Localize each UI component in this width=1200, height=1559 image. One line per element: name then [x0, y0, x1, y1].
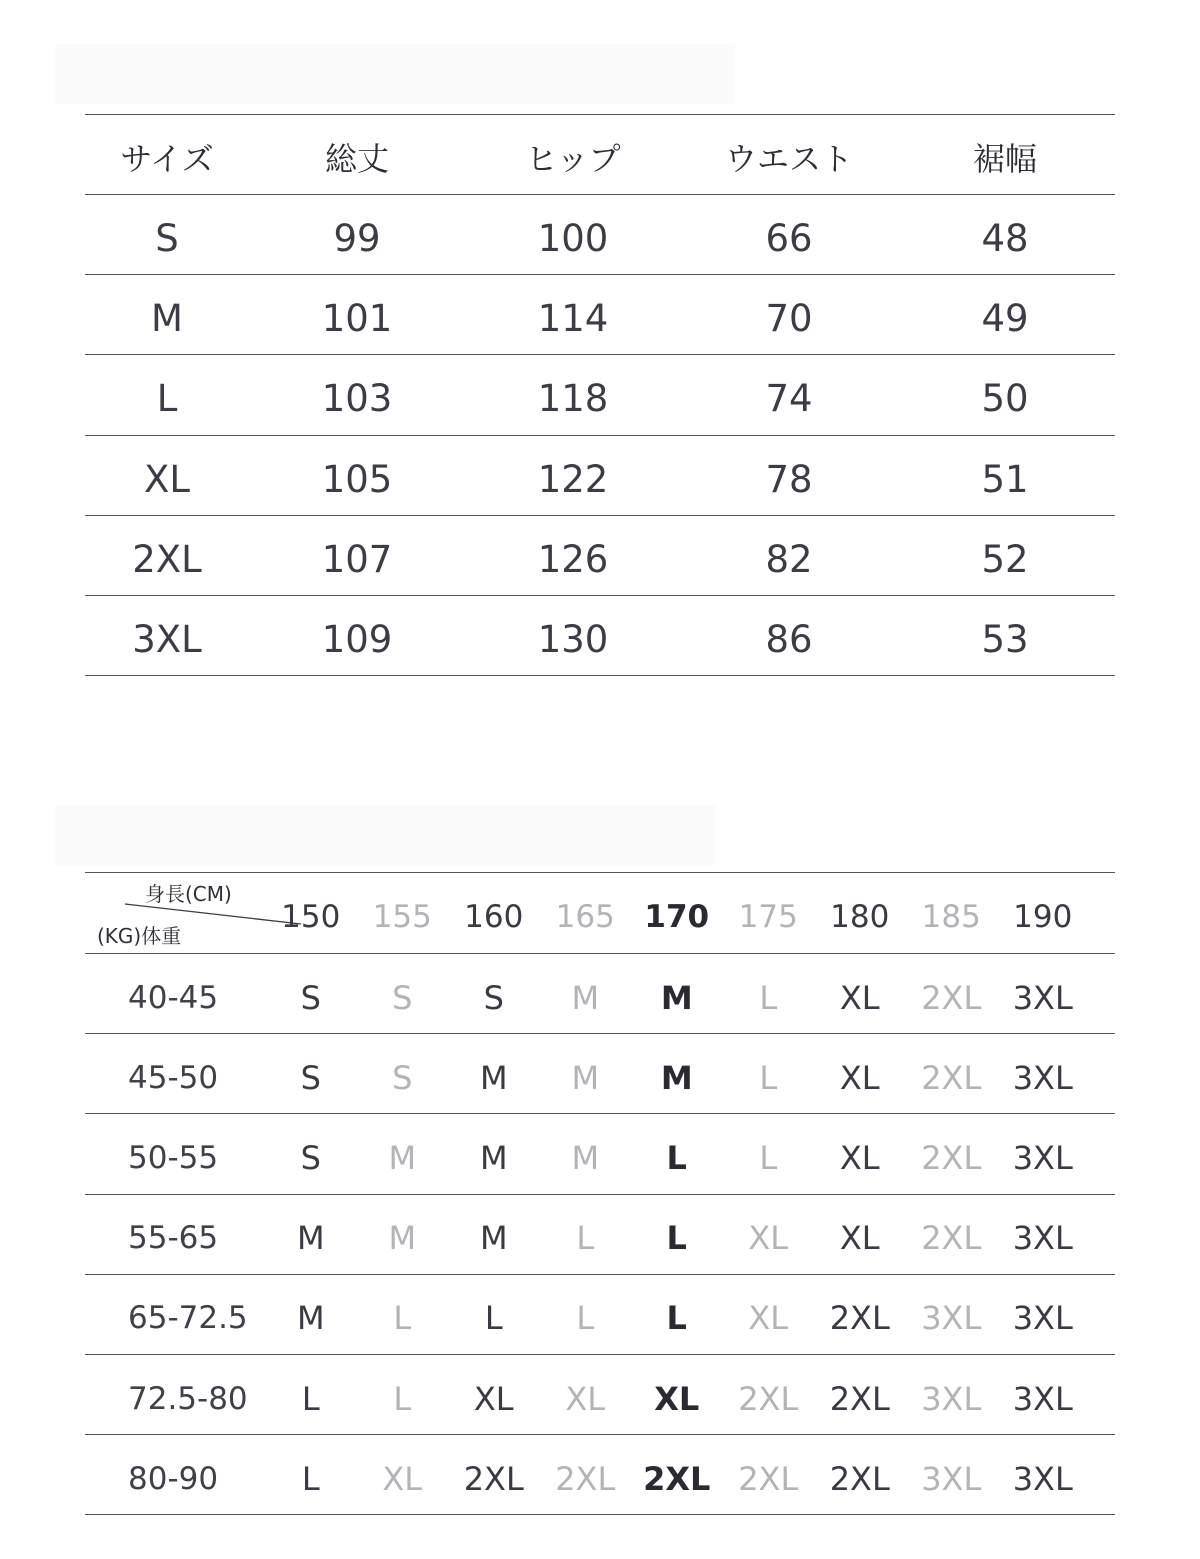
- height-header: 180: [830, 899, 890, 935]
- fit-chart-table: [85, 872, 1115, 1515]
- recommended-size: L: [759, 1058, 778, 1097]
- recommended-size: 3XL: [1012, 1138, 1073, 1177]
- fit-chart-row: [85, 1275, 1115, 1355]
- recommended-size: M: [479, 1219, 508, 1258]
- recommended-size: 2XL: [643, 1459, 711, 1498]
- measurement-value: 50: [981, 377, 1029, 421]
- measurement-value: 49: [981, 297, 1029, 341]
- size-chart-row: [85, 436, 1115, 516]
- recommended-size: 2XL: [921, 1058, 982, 1097]
- recommended-size: XL: [748, 1299, 789, 1338]
- recommended-size: XL: [473, 1379, 514, 1418]
- recommended-size: 2XL: [829, 1379, 890, 1418]
- recommended-size: M: [660, 978, 693, 1017]
- size-label: M: [151, 297, 183, 341]
- size-chart-title-band: [55, 44, 735, 104]
- recommended-size: L: [576, 1299, 595, 1338]
- recommended-size: XL: [839, 1138, 880, 1177]
- recommended-size: XL: [839, 978, 880, 1017]
- weight-range: 50-55: [128, 1139, 219, 1176]
- recommended-size: L: [484, 1299, 503, 1338]
- weight-range: 45-50: [128, 1059, 219, 1096]
- measurement-value: 52: [981, 537, 1029, 581]
- recommended-size: S: [300, 1138, 321, 1177]
- measurement-value: 99: [333, 217, 381, 261]
- measurement-value: 100: [537, 217, 609, 261]
- measurement-value: 118: [537, 377, 609, 421]
- recommended-size: M: [660, 1058, 693, 1097]
- weight-range: 80-90: [128, 1460, 219, 1497]
- recommended-size: M: [296, 1299, 325, 1338]
- size-chart-table: [85, 114, 1115, 676]
- weight-range: 65-72.5: [128, 1300, 248, 1337]
- measurement-value: 103: [321, 377, 393, 421]
- fit-chart-header-row: [85, 872, 1115, 954]
- measurement-value: 78: [765, 457, 813, 501]
- size-label: S: [155, 217, 179, 261]
- measurement-value: 51: [981, 457, 1029, 501]
- recommended-size: M: [479, 1058, 508, 1097]
- recommended-size: 3XL: [1012, 1299, 1073, 1338]
- recommended-size: 3XL: [921, 1299, 982, 1338]
- measurement-value: 122: [537, 457, 609, 501]
- recommended-size: S: [483, 978, 504, 1017]
- height-axis-label: 身長(CM): [145, 882, 232, 906]
- weight-range: 72.5-80: [128, 1380, 248, 1417]
- measurement-value: 74: [765, 377, 813, 421]
- size-chart-row: [85, 275, 1115, 355]
- recommended-size: 3XL: [921, 1379, 982, 1418]
- recommended-size: S: [392, 1058, 413, 1097]
- recommended-size: L: [301, 1459, 320, 1498]
- fit-chart-row: [85, 1355, 1115, 1435]
- recommended-size: XL: [654, 1379, 700, 1418]
- fit-chart-title-band: [55, 805, 715, 865]
- size-label: XL: [144, 457, 190, 501]
- height-header: 160: [464, 899, 524, 935]
- recommended-size: XL: [565, 1379, 606, 1418]
- recommended-size: XL: [839, 1058, 880, 1097]
- height-header: 150: [281, 899, 341, 935]
- height-header: 185: [921, 899, 981, 935]
- measurement-value: 130: [537, 618, 609, 662]
- recommended-size: S: [300, 1058, 321, 1097]
- fit-chart-row: [85, 1114, 1115, 1194]
- recommended-size: M: [479, 1138, 508, 1177]
- recommended-size: XL: [382, 1459, 423, 1498]
- recommended-size: XL: [839, 1219, 880, 1258]
- recommended-size: 3XL: [1012, 1379, 1073, 1418]
- weight-range: 40-45: [128, 979, 219, 1016]
- size-chart-header-row: [85, 114, 1115, 195]
- measurement-value: 48: [981, 217, 1029, 261]
- recommended-size: L: [666, 1138, 687, 1177]
- height-header: 170: [644, 899, 710, 935]
- recommended-size: L: [393, 1379, 412, 1418]
- fit-chart-row: [85, 1034, 1115, 1114]
- size-chart-row: [85, 516, 1115, 596]
- recommended-size: L: [666, 1219, 687, 1258]
- recommended-size: 2XL: [555, 1459, 616, 1498]
- fit-chart-row: [85, 954, 1115, 1034]
- height-header: 165: [555, 899, 615, 935]
- corner-cell: [85, 872, 313, 954]
- recommended-size: L: [393, 1299, 412, 1338]
- recommended-size: M: [571, 978, 600, 1017]
- size-label: 2XL: [132, 537, 202, 581]
- recommended-size: 2XL: [921, 1138, 982, 1177]
- recommended-size: 2XL: [463, 1459, 524, 1498]
- recommended-size: 2XL: [829, 1299, 890, 1338]
- header-size: サイズ: [120, 139, 214, 178]
- recommended-size: L: [759, 1138, 778, 1177]
- recommended-size: 2XL: [738, 1459, 799, 1498]
- measurement-value: 109: [321, 618, 393, 662]
- recommended-size: M: [388, 1219, 417, 1258]
- height-header: 155: [372, 899, 432, 935]
- weight-range: 55-65: [128, 1220, 219, 1257]
- size-label: L: [156, 377, 178, 421]
- recommended-size: 3XL: [1012, 1058, 1073, 1097]
- size-label: 3XL: [132, 618, 202, 662]
- measurement-value: 114: [537, 297, 609, 341]
- header-length: 総丈: [324, 139, 389, 178]
- recommended-size: S: [300, 978, 321, 1017]
- measurement-value: 126: [537, 537, 609, 581]
- height-header: 175: [738, 899, 798, 935]
- recommended-size: 3XL: [1012, 1219, 1073, 1258]
- recommended-size: S: [392, 978, 413, 1017]
- recommended-size: L: [759, 978, 778, 1017]
- measurement-value: 66: [765, 217, 813, 261]
- recommended-size: 3XL: [921, 1459, 982, 1498]
- header-hip: ヒップ: [525, 139, 621, 178]
- weight-axis-label: (KG)体重: [97, 924, 182, 948]
- recommended-size: M: [388, 1138, 417, 1177]
- measurement-value: 53: [981, 618, 1029, 662]
- recommended-size: 2XL: [738, 1379, 799, 1418]
- recommended-size: 2XL: [829, 1459, 890, 1498]
- recommended-size: M: [571, 1138, 600, 1177]
- size-chart-row: [85, 195, 1115, 275]
- recommended-size: 2XL: [921, 978, 982, 1017]
- measurement-value: 107: [321, 537, 393, 581]
- height-header: 190: [1013, 899, 1073, 935]
- measurement-value: 105: [321, 457, 393, 501]
- fit-chart-row: [85, 1195, 1115, 1275]
- recommended-size: 3XL: [1012, 1459, 1073, 1498]
- measurement-value: 101: [321, 297, 393, 341]
- recommended-size: L: [301, 1379, 320, 1418]
- header-waist: ウエスト: [724, 139, 853, 178]
- recommended-size: L: [576, 1219, 595, 1258]
- recommended-size: XL: [748, 1219, 789, 1258]
- measurement-value: 86: [765, 618, 813, 662]
- fit-chart-row: [85, 1435, 1115, 1515]
- recommended-size: M: [571, 1058, 600, 1097]
- measurement-value: 70: [765, 297, 813, 341]
- recommended-size: L: [666, 1299, 687, 1338]
- measurement-value: 82: [765, 537, 813, 581]
- recommended-size: 2XL: [921, 1219, 982, 1258]
- size-chart-row: [85, 596, 1115, 676]
- recommended-size: 3XL: [1012, 978, 1073, 1017]
- size-chart-row: [85, 355, 1115, 435]
- header-hem-width: 裾幅: [972, 139, 1037, 178]
- recommended-size: M: [296, 1219, 325, 1258]
